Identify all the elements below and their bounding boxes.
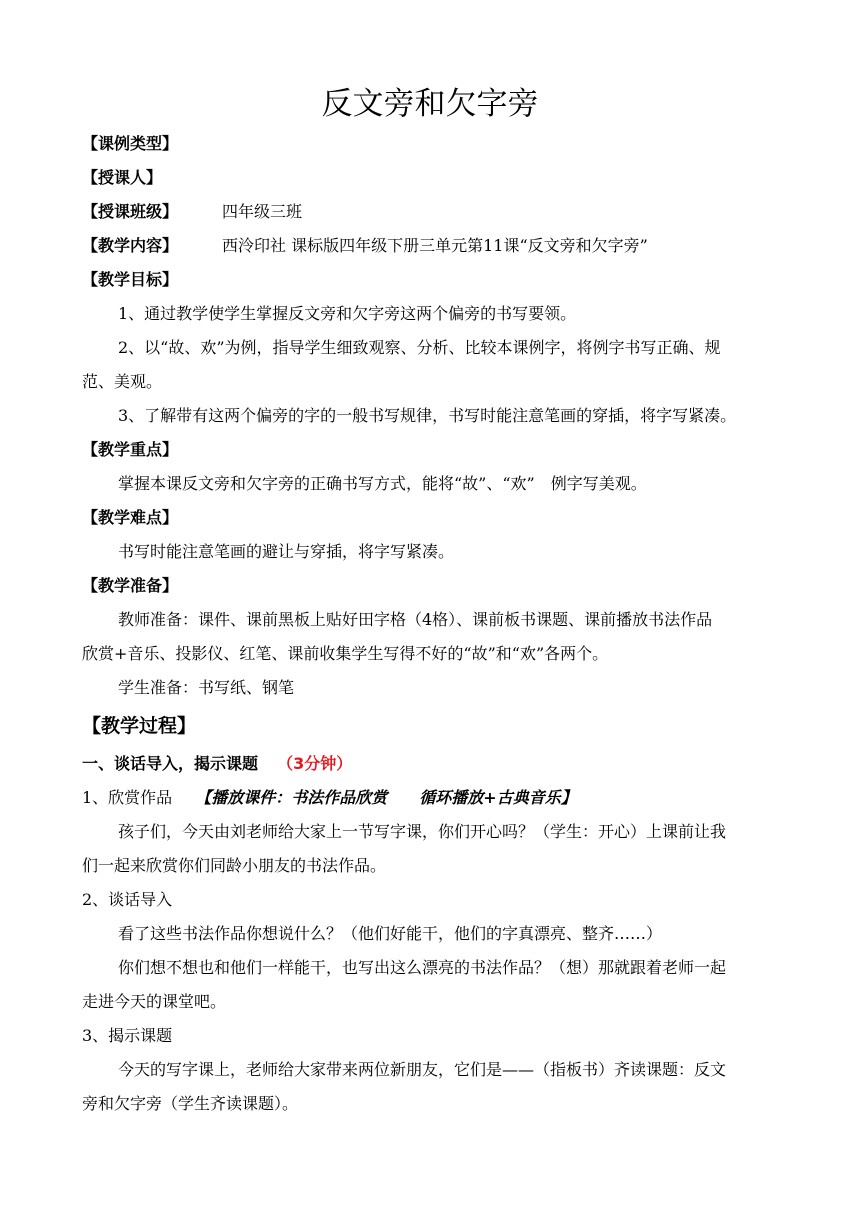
key-points-heading: 【教学重点】	[82, 440, 179, 459]
difficulties-heading: 【教学难点】	[82, 508, 179, 527]
preparation-heading: 【教学准备】	[82, 576, 179, 595]
teacher-label: 【授课人】	[82, 168, 163, 187]
section1-time: （3分钟）	[277, 754, 353, 773]
goal-item-3: 3、了解带有这两个偏旁的字的一般书写规律，书写时能注意笔画的穿插，将字写紧凑。	[118, 406, 737, 425]
document-title: 反文旁和欠字旁	[321, 86, 539, 122]
section1-title: 一、谈话导入，揭示课题	[82, 754, 259, 773]
class-value: 四年级三班	[222, 202, 303, 221]
step2-label: 2、谈话导入	[82, 890, 173, 909]
info-row-class	[82, 200, 782, 224]
type-label: 【课例类型】	[82, 134, 179, 153]
info-row-teacher	[82, 166, 782, 190]
section1-title-row	[82, 752, 782, 776]
class-label: 【授课班级】	[82, 202, 179, 221]
content-value: 西泠印社 课标版四年级下册三单元第11课“反文旁和欠字旁”	[222, 236, 648, 255]
step1-text-line1: 孩子们，今天由刘老师给大家上一节写字课，你们开心吗？（学生：开心）上课前让我	[118, 822, 727, 841]
goal-item-1: 1、通过教学使学生掌握反文旁和欠字旁这两个偏旁的书写要领。	[118, 304, 577, 323]
key-points-text: 掌握本课反文旁和欠字旁的正确书写方式，能将“故”、“欢” 例字写美观。	[118, 474, 647, 493]
step1-text-line2: 们一起来欣赏你们同龄小朋友的书法作品。	[82, 856, 387, 875]
step2-text2-line2: 走进今天的课堂吧。	[82, 992, 227, 1011]
goal-item-2-line2: 范、美观。	[82, 372, 163, 391]
content-label: 【教学内容】	[82, 236, 179, 255]
info-row-content	[82, 234, 782, 258]
step1-label: 1、欣赏作品	[82, 788, 173, 807]
goals-heading: 【教学目标】	[82, 270, 179, 289]
step3-text-line2: 旁和欠字旁（学生齐读课题）。	[82, 1094, 299, 1113]
step3-label: 3、揭示课题	[82, 1026, 173, 1045]
step1-row	[82, 786, 782, 810]
difficulties-text: 书写时能注意笔画的避让与穿插，将字写紧凑。	[118, 542, 455, 561]
info-row-type	[82, 132, 782, 156]
process-heading: 【教学过程】	[82, 715, 197, 737]
step2-text1: 看了这些书法作品你想说什么？（他们好能干，他们的字真漂亮、整齐……）	[118, 924, 663, 943]
student-prep: 学生准备：书写纸、钢笔	[118, 678, 295, 697]
step2-text2-line1: 你们想不想也和他们一样能干，也写出这么漂亮的书法作品？（想）那就跟着老师一起	[118, 958, 727, 977]
teacher-prep-line1: 教师准备：课件、课前黑板上贴好田字格（4格）、课前板书课题、课前播放书法作品	[118, 610, 713, 629]
goal-item-2-line1: 2、以“故、欢”为例，指导学生细致观察、分析、比较本课例字，将例字书写正确、规	[118, 338, 721, 357]
step3-text-line1: 今天的写字课上，老师给大家带来两位新朋友，它们是——（指板书）齐读课题：反文	[118, 1060, 727, 1079]
step1-note: 【播放课件：书法作品欣赏 循环播放+古典音乐】	[195, 788, 577, 807]
teacher-prep-line2: 欣赏+音乐、投影仪、红笔、课前收集学生写得不好的“故”和“欢”各两个。	[82, 644, 609, 663]
